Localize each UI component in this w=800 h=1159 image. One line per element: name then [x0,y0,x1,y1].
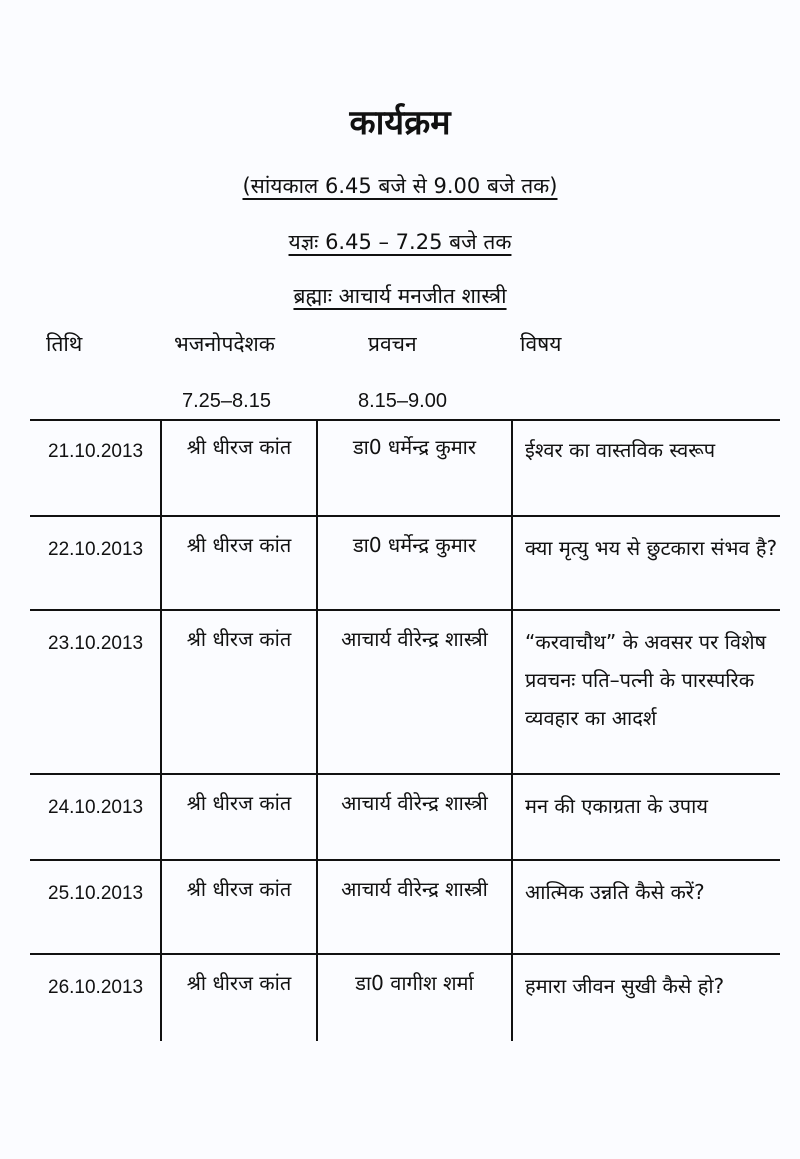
table-row [0,611,780,775]
table-row [0,775,780,861]
brahma-text: ब्रह्माः आचार्य मनजीत शास्त्री [293,284,507,308]
column-header-topic: विषय [520,332,562,356]
row-speaker: आचार्य वीरेन्द्र शास्त्री [316,775,511,861]
row-date: 23.10.2013 [48,633,144,654]
row-topic: हमारा जीवन सुखी कैसे हो? [511,955,781,1041]
row-topic: मन की एकाग्रता के उपाय [511,775,781,861]
row-singer: श्री धीरज कांत [160,419,316,517]
time-range-text: (सांयकाल 6.45 बजे से 9.00 बजे तक) [242,174,558,198]
row-date: 21.10.2013 [48,441,144,462]
row-singer: श्री धीरज कांत [160,861,316,955]
table-row [0,861,780,955]
table-row [0,419,780,517]
row-topic: ईश्वर का वास्तविक स्वरूप [511,419,781,517]
column-header-date: तिथि [46,332,83,356]
yajna-time [0,228,800,256]
speech-time: 8.15–9.00 [358,390,447,412]
row-date: 24.10.2013 [48,797,144,818]
row-speaker: डा0 धर्मेन्द्र कुमार [316,517,511,611]
row-date: 22.10.2013 [48,539,144,560]
row-topic: आत्मिक उन्नति कैसे करें? [511,861,781,955]
row-singer: श्री धीरज कांत [160,517,316,611]
row-speaker: आचार्य वीरेन्द्र शास्त्री [316,611,511,775]
row-date: 25.10.2013 [48,883,144,904]
row-topic: “करवाचौथ” के अवसर पर विशेष प्रवचनः पति–पत्नी के पारस्परिक व्यवहार का आदर्श [511,611,781,775]
table-row [0,517,780,611]
row-speaker: डा0 वागीश शर्मा [316,955,511,1041]
row-topic: क्या मृत्यु भय से छुटकारा संभव है? [511,517,781,611]
row-singer: श्री धीरज कांत [160,955,316,1041]
yajna-time-text: यज्ञः 6.45 – 7.25 बजे तक [288,230,512,254]
column-header-singer: भजनोपदेशक [174,332,275,356]
page-title: कार्यक्रम [349,103,451,143]
row-speaker: आचार्य वीरेन्द्र शास्त्री [316,861,511,955]
table-row [0,955,780,1041]
row-singer: श्री धीरज कांत [160,611,316,775]
singer-time: 7.25–8.15 [182,390,271,412]
column-header-speech: प्रवचन [368,332,417,356]
brahma-line [0,282,800,310]
row-singer: श्री धीरज कांत [160,775,316,861]
time-range [0,172,800,200]
row-date: 26.10.2013 [48,977,144,998]
row-speaker: डा0 धर्मेन्द्र कुमार [316,419,511,517]
